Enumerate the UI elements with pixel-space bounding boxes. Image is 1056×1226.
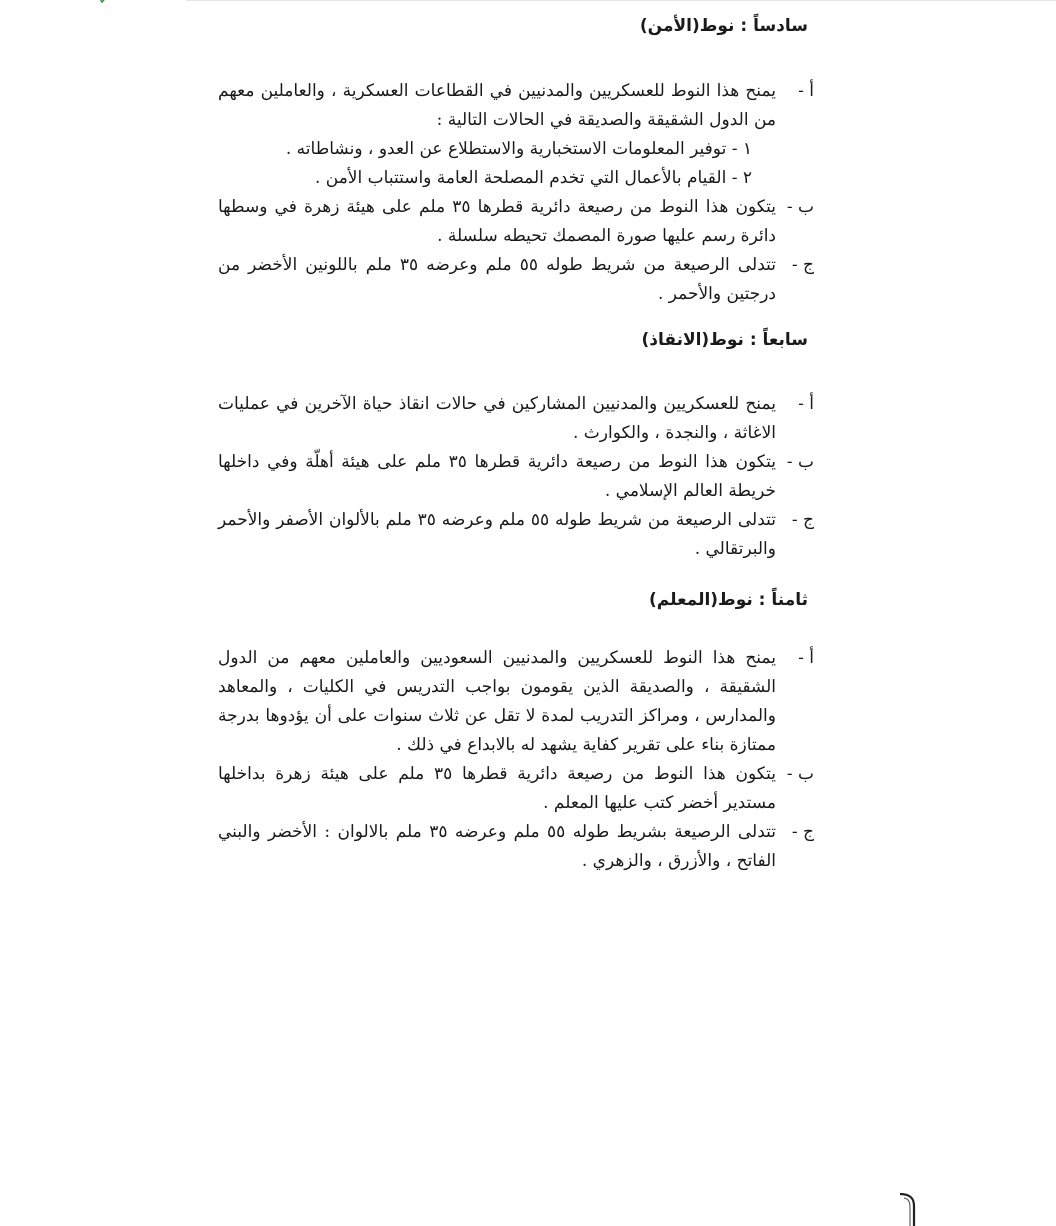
item-marker: ب - [786, 197, 814, 217]
item-text: يمنح هذا النوط للعسكريين والمدنيين السعوديين والعاملين معهم من الدول الشقيقة ، والصديقة الذين يقومون بواجب التدريس في الكليات ، والمعاهد والمدارس ، ومراكز التدريب لمدة لا تقل عن ثلاث سنوات على أن يؤدوها بدرجة ممتازة بناء على تقرير كفاية يشهد له بالابداع في ذلك . [218, 648, 776, 755]
section-heading: ثامناً : نوط(المعلم) [649, 590, 808, 610]
item-marker: ب - [786, 764, 814, 784]
list-item [218, 448, 814, 506]
list-item [218, 506, 814, 564]
list-item [218, 251, 814, 309]
item-marker: أ - [798, 648, 814, 668]
list-item [218, 644, 814, 760]
item-marker: ج - [791, 510, 814, 530]
green-corner-mark-icon [96, 0, 110, 6]
item-text: تتدلى الرصيعة بشريط طوله ٥٥ ملم وعرضه ٣٥ ملم بالالوان : الأخضر والبني الفاتح ، والأزرق ، والزهري . [218, 822, 776, 871]
section-teacher-medal [218, 588, 814, 876]
list-item [218, 760, 814, 818]
sub-list-item: ١ - توفير المعلومات الاستخبارية والاستطلاع عن العدو ، ونشاطاته . [285, 139, 752, 159]
item-text: يتكون هذا النوط من رصيعة دائرية قطرها ٣٥ ملم على هيئة أهلّة وفي داخلها خريطة العالم الإسلامي . [218, 452, 776, 501]
page-top-edge [186, 0, 1056, 1]
item-marker: ب - [786, 452, 814, 472]
section-heading: سادساً : نوط(الأمن) [639, 16, 808, 36]
sub-list-item: ٢ - القيام بالأعمال التي تخدم المصلحة العامة واستتباب الأمن . [314, 168, 752, 188]
page-curl-icon [894, 1192, 924, 1226]
item-text: يتكون هذا النوط من رصيعة دائرية قطرها ٣٥ ملم على هيئة زهرة في وسطها دائرة رسم عليها صورة المصمك تحيطه سلسلة . [218, 197, 776, 246]
item-text: تتدلى الرصيعة من شريط طوله ٥٥ ملم وعرضه ٣٥ ملم بالألوان الأصفر والأحمر والبرتقالي . [218, 510, 776, 559]
item-text: يمنح هذا النوط للعسكريين والمدنيين في القطاعات العسكرية ، والعاملين معهم من الدول الشقيقة والصديقة في الحالات التالية : [218, 81, 776, 130]
item-text: يتكون هذا النوط من رصيعة دائرية قطرها ٣٥ ملم على هيئة زهرة بداخلها مستدير أخضر كتب عليها المعلم . [218, 764, 776, 813]
section-rescue-medal [218, 328, 814, 564]
sub-list [218, 135, 776, 193]
list-item [218, 77, 814, 193]
section-items [218, 644, 814, 876]
item-marker: أ - [798, 81, 814, 101]
section-security-medal [218, 14, 814, 309]
item-text: تتدلى الرصيعة من شريط طوله ٥٥ ملم وعرضه ٣٥ ملم باللونين الأخضر من درجتين والأحمر . [218, 255, 776, 304]
list-item [218, 193, 814, 251]
section-items [218, 390, 814, 564]
item-marker: ج - [791, 822, 814, 842]
section-heading: سابعاً : نوط(الانقاذ) [641, 330, 808, 350]
list-item [218, 390, 814, 448]
item-marker: ج - [791, 255, 814, 275]
section-items [218, 77, 814, 309]
list-item [218, 818, 814, 876]
item-text: يمنح للعسكريين والمدنيين المشاركين في حالات انقاذ حياة الآخرين في عمليات الاغاثة ، والنجدة ، والكوارث . [218, 394, 776, 443]
item-marker: أ - [798, 394, 814, 414]
